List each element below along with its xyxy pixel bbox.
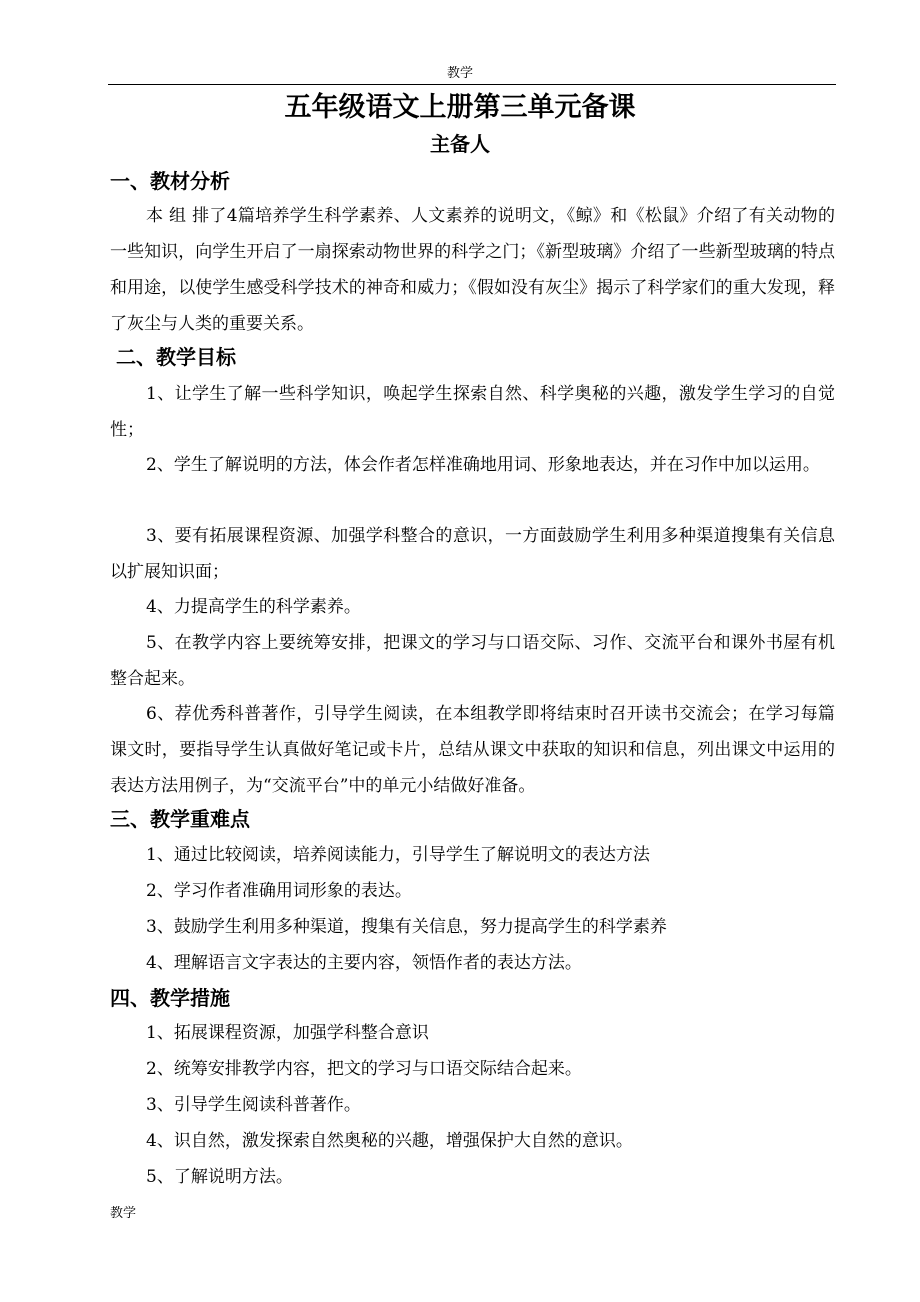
page-footer-label: 教学 (110, 1206, 137, 1221)
section-4-item-3: 3、引导学生阅读科普著作。 (146, 1095, 361, 1115)
section-2-item-5: 5、在教学内容上要统筹安排，把课文的学习与口语交际、习作、交流平台和课外书屋有机整合起来。 (110, 633, 835, 689)
section-2-item-3: 3、要有拓展课程资源、加强学科整合的意识，一方面鼓励学生利用多种渠道搜集有关信息以扩展知识面； (110, 526, 835, 582)
section-2-item-6: 6、荐优秀科普著作，引导学生阅读，在本组教学即将结束时召开读书交流会；在学习每篇课文时，要指导学生认真做好笔记或卡片，总结从课文中获取的知识和信息，列出课文中运用的表达方法用例子，为“交流平台”中的单元小结做好准备。 (110, 704, 835, 796)
page-header-label: 教学 (446, 66, 473, 81)
section-heading-4: 四、教学措施 (110, 986, 230, 1010)
section-heading-2: 二、教学目标 (116, 345, 236, 369)
section-3-item-1: 1、通过比较阅读，培养阅读能力，引导学生了解说明文的表达方法 (146, 845, 650, 865)
section-4-item-4: 4、识自然，激发探索自然奥秘的兴趣，增强保护大自然的意识。 (146, 1131, 633, 1151)
section-heading-3: 三、教学重难点 (110, 807, 250, 831)
section-3-item-2: 2、学习作者准确用词形象的表达。 (146, 881, 412, 901)
header-rule (108, 84, 836, 85)
section-4-item-5: 5、了解说明方法。 (146, 1167, 293, 1187)
section-2-item-4: 4、力提高学生的科学素养。 (146, 597, 361, 617)
section-4-item-2: 2、统筹安排教学内容，把文的学习与口语交际结合起来。 (146, 1059, 582, 1079)
section-1-paragraph: 本 组 排了4篇培养学生科学素养、人文素养的说明文，《鲸》和《松鼠》介绍了有关动物的一些知识，向学生开启了一扇探索动物世界的科学之门；《新型玻璃》介绍了一些新型玻璃的特点和用途，以使学生感受科学技术的神奇和威力；《假如没有灰尘》揭示了科学家们的重大发现，释了灰尘与人类的重要关系。 (110, 206, 835, 334)
page-title: 五年级语文上册第三单元备课 (284, 92, 636, 123)
section-heading-1: 一、教材分析 (110, 169, 230, 193)
section-3-item-4: 4、理解语言文字表达的主要内容，领悟作者的表达方法。 (146, 953, 582, 973)
section-3-item-3: 3、鼓励学生利用多种渠道，搜集有关信息，努力提高学生的科学素养 (146, 917, 667, 937)
section-4-item-1: 1、拓展课程资源，加强学科整合意识 (146, 1023, 429, 1043)
section-2-item-1: 1、让学生了解一些科学知识，唤起学生探索自然、科学奥秘的兴趣，激发学生学习的自觉性； (110, 384, 835, 440)
page-subtitle: 主备人 (430, 132, 490, 156)
section-2-item-2: 2、学生了解说明的方法，体会作者怎样准确地用词、形象地表达，并在习作中加以运用。 (146, 455, 820, 475)
